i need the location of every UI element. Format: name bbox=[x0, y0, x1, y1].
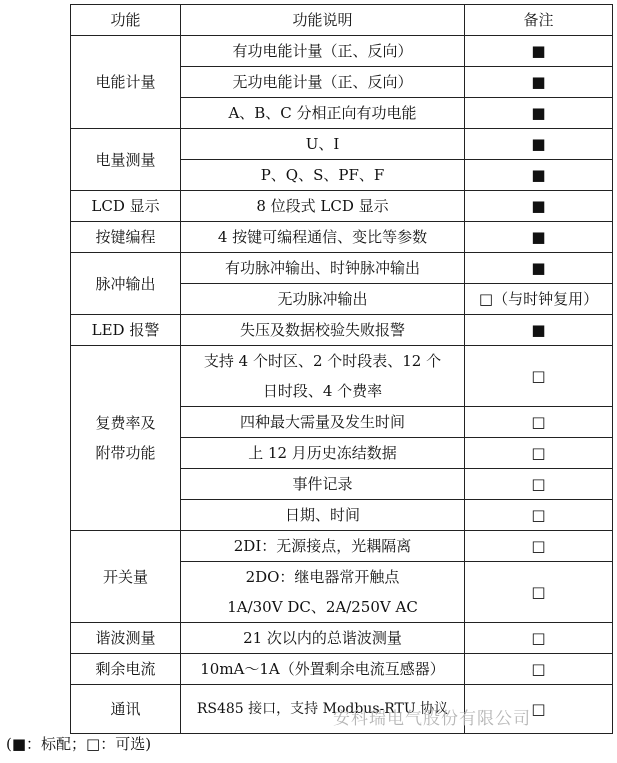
function-description: 有功脉冲输出、时钟脉冲输出 bbox=[181, 253, 465, 284]
remark-mark: □ bbox=[465, 346, 613, 407]
table-row bbox=[71, 191, 613, 222]
table-row bbox=[71, 253, 613, 284]
function-name: 脉冲输出 bbox=[71, 253, 181, 315]
function-description: 有功电能计量（正、反向） bbox=[181, 36, 465, 67]
table-row bbox=[71, 222, 613, 253]
remark-mark: ■ bbox=[465, 222, 613, 253]
remark-mark: ■ bbox=[465, 253, 613, 284]
function-name: 开关量 bbox=[71, 531, 181, 623]
function-description: 四种最大需量及发生时间 bbox=[181, 407, 465, 438]
description-line: 日时段、4 个费率 bbox=[262, 382, 383, 400]
function-description: 失压及数据校验失败报警 bbox=[181, 315, 465, 346]
header-description: 功能说明 bbox=[181, 5, 465, 36]
table-row bbox=[71, 654, 613, 685]
function-name bbox=[71, 346, 181, 531]
function-name: LCD 显示 bbox=[71, 191, 181, 222]
remark-mark: ■ bbox=[465, 129, 613, 160]
function-name: 谐波测量 bbox=[71, 623, 181, 654]
function-description: 4 按键可编程通信、变比等参数 bbox=[181, 222, 465, 253]
remark-mark: ■ bbox=[465, 98, 613, 129]
table-row bbox=[71, 346, 613, 407]
function-description: 2DI：无源接点，光耦隔离 bbox=[181, 531, 465, 562]
function-description: 事件记录 bbox=[181, 469, 465, 500]
function-description: 日期、时间 bbox=[181, 500, 465, 531]
remark-mark: □ bbox=[465, 469, 613, 500]
remark-mark: □ bbox=[465, 407, 613, 438]
table-row bbox=[71, 315, 613, 346]
remark-mark: □ bbox=[465, 562, 613, 623]
function-description bbox=[181, 562, 465, 623]
function-name: 按键编程 bbox=[71, 222, 181, 253]
description-line: 支持 4 个时区、2 个时段表、12 个 bbox=[203, 352, 442, 370]
function-description: 10mA～1A（外置剩余电流互感器） bbox=[181, 654, 465, 685]
function-name-line: 附带功能 bbox=[95, 444, 156, 462]
function-description: RS485 接口，支持 Modbus-RTU 协议 bbox=[181, 685, 465, 734]
function-description: 21 次以内的总谐波测量 bbox=[181, 623, 465, 654]
remark-mark: □ bbox=[465, 500, 613, 531]
description-line: 2DO：继电器常开触点 bbox=[245, 568, 400, 586]
remark-mark: ■ bbox=[465, 315, 613, 346]
remark-mark: □（与时钟复用） bbox=[465, 284, 613, 315]
description-line: 1A/30V DC、2A/250V AC bbox=[227, 598, 418, 616]
legend-footnote: (■：标配；□：可选) bbox=[6, 735, 152, 753]
function-name-line: 复费率及 bbox=[95, 414, 156, 432]
function-name: 剩余电流 bbox=[71, 654, 181, 685]
remark-mark: ■ bbox=[465, 67, 613, 98]
company-watermark: 安科瑞电气股份有限公司 bbox=[333, 709, 531, 729]
function-description: U、I bbox=[181, 129, 465, 160]
table-row bbox=[71, 623, 613, 654]
function-name: LED 报警 bbox=[71, 315, 181, 346]
function-description: A、B、C 分相正向有功电能 bbox=[181, 98, 465, 129]
remark-mark: □ bbox=[465, 438, 613, 469]
function-description: 无功电能计量（正、反向） bbox=[181, 67, 465, 98]
table-row bbox=[71, 36, 613, 67]
function-name: 通讯 bbox=[71, 685, 181, 734]
function-description: P、Q、S、PF、F bbox=[181, 160, 465, 191]
header-function: 功能 bbox=[71, 5, 181, 36]
function-name: 电能计量 bbox=[71, 36, 181, 129]
table-row bbox=[71, 531, 613, 562]
function-description: 无功脉冲输出 bbox=[181, 284, 465, 315]
remark-mark: □ bbox=[465, 623, 613, 654]
remark-mark: ■ bbox=[465, 160, 613, 191]
remark-mark: ■ bbox=[465, 191, 613, 222]
function-description bbox=[181, 346, 465, 407]
function-description: 上 12 月历史冻结数据 bbox=[181, 438, 465, 469]
function-name: 电量测量 bbox=[71, 129, 181, 191]
remark-mark: □ bbox=[465, 654, 613, 685]
function-description: 8 位段式 LCD 显示 bbox=[181, 191, 465, 222]
header-remark: 备注 bbox=[465, 5, 613, 36]
table-header-row bbox=[71, 5, 613, 36]
table-row bbox=[71, 129, 613, 160]
function-spec-table bbox=[70, 4, 613, 734]
remark-mark: □ bbox=[465, 685, 613, 734]
remark-mark: □ bbox=[465, 531, 613, 562]
remark-mark: ■ bbox=[465, 36, 613, 67]
